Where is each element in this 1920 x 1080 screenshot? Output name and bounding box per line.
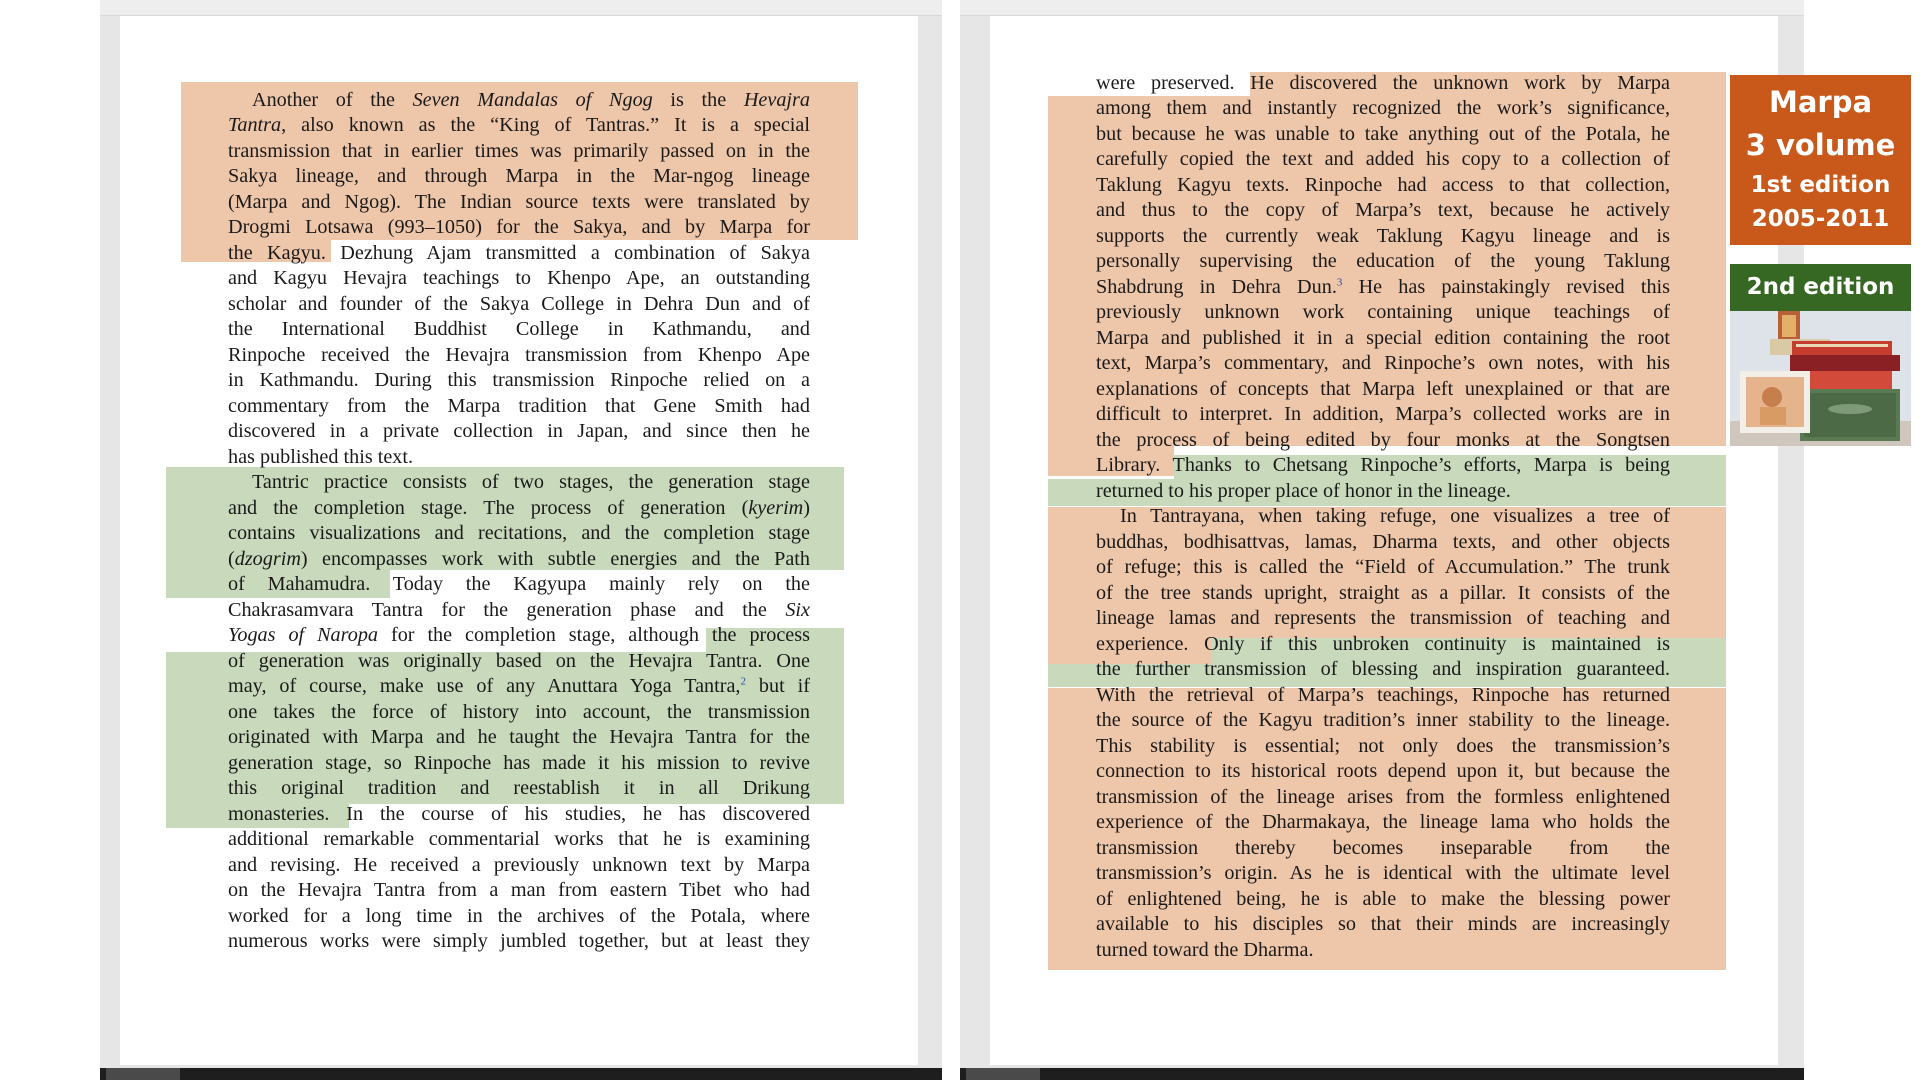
text-line: generation stage, so Rinpoche has made it his mission to revive xyxy=(228,752,810,774)
text-line: Library. Thanks to Chetsang Rinpoche’s efforts, Marpa is being xyxy=(1096,454,1670,476)
text-line: of enlightened being, he is able to make the blessing power xyxy=(1096,888,1670,910)
text-line: Yogas of Naropa for the completion stage, although the process xyxy=(228,624,810,646)
text-line: In Tantrayana, when taking refuge, one visualizes a tree of xyxy=(1120,505,1670,527)
text-line: supports the currently weak Taklung Kagyu lineage and is xyxy=(1096,225,1670,247)
text-line: but because he was unable to take anything out of the Potala, he xyxy=(1096,123,1670,145)
text-line: personally supervising the education of the young Taklung xyxy=(1096,250,1670,272)
text-line: the process of being edited by four monks at the Songtsen xyxy=(1096,429,1670,451)
text-line: Tantra, also known as the “King of Tantras.” It is a special xyxy=(228,114,810,136)
text-line: contains visualizations and recitations, and the completion stage xyxy=(228,522,810,544)
text-line: scholar and founder of the Sakya College in Dehra Dun and of xyxy=(228,293,810,315)
text-line: monasteries. In the course of his studies, he has discovered xyxy=(228,803,810,825)
first-edition-label xyxy=(1730,75,1911,245)
text-line: experience. Only if this unbroken continuity is maintained is xyxy=(1096,633,1670,655)
text-line: additional remarkable commentarial works that he is examining xyxy=(228,828,810,850)
first-edition-years: 2005-2011 xyxy=(1751,206,1890,232)
text-line: the International Buddhist College in Kathmandu, and xyxy=(228,318,810,340)
text-line: of generation was originally based on the Hevajra Tantra. One xyxy=(228,650,810,672)
text-line: discovered in a private collection in Japan, and since then he xyxy=(228,420,810,442)
second-edition-label: 2nd edition xyxy=(1730,264,1911,311)
text-line: the source of the Kagyu tradition’s inner stability to the lineage. xyxy=(1096,709,1670,731)
text-line: this original tradition and reestablish it in all Drikung xyxy=(228,777,810,799)
text-line: may, of course, make use of any Anuttara Yoga Tantra,$^2$ but if xyxy=(228,675,810,697)
text-line: numerous works were simply jumbled together, but at least they xyxy=(228,930,810,952)
text-line: the further transmission of blessing and inspiration guaranteed. xyxy=(1096,658,1670,680)
text-line: transmission of the lineage arises from the formless enlightened xyxy=(1096,786,1670,808)
text-line: Rinpoche received the Hevajra transmission from Khenpo Ape xyxy=(228,344,810,366)
text-line: among them and instantly recognized the work’s significance, xyxy=(1096,97,1670,119)
right-scrollbar-thumb[interactable] xyxy=(966,1068,1040,1080)
left-page-top-edge xyxy=(100,0,942,16)
text-line: text, Marpa’s commentary, and Rinpoche’s own notes, with his xyxy=(1096,352,1670,374)
text-line: the Kagyu. Dezhung Ajam transmitted a combination of Sakya xyxy=(228,242,810,264)
text-line: transmission’s origin. As he is identical with the ultimate level xyxy=(1096,862,1670,884)
text-line: available to his disciples so that their minds are increasingly xyxy=(1096,913,1670,935)
text-line: experience of the Dharmakaya, the lineage lama who holds the xyxy=(1096,811,1670,833)
text-line: of refuge; this is called the “Field of Accumulation.” The trunk xyxy=(1096,556,1670,578)
text-line: transmission thereby becomes inseparable from the xyxy=(1096,837,1670,859)
first-edition-volume: 3 volume xyxy=(1745,128,1896,162)
text-line: Taklung Kagyu texts. Rinpoche had access to that collection, xyxy=(1096,174,1670,196)
text-line: Chakrasamvara Tantra for the generation phase and the Six xyxy=(228,599,810,621)
text-line: explanations of concepts that Marpa left unexplained or that are xyxy=(1096,378,1670,400)
text-line: connection to its historical roots depend upon it, but because the xyxy=(1096,760,1670,782)
text-line: Sakya lineage, and through Marpa in the Mar-ngog lineage xyxy=(228,165,810,187)
text-line: transmission that in earlier times was primarily passed on in the xyxy=(228,140,810,162)
left-scrollbar[interactable] xyxy=(100,1068,942,1080)
text-line: buddhas, bodhisattvas, lamas, Dharma texts, and other objects xyxy=(1096,531,1670,553)
text-line: and thus to the copy of Marpa’s text, because he actively xyxy=(1096,199,1670,221)
text-line: of the tree stands upright, straight as a pillar. It consists of the xyxy=(1096,582,1670,604)
text-line: of Mahamudra. Today the Kagyupa mainly rely on the xyxy=(228,573,810,595)
text-line: has published this text. xyxy=(228,446,414,468)
text-line: Another of the Seven Mandalas of Ngog is the Hevajra xyxy=(252,89,810,111)
text-line: on the Hevajra Tantra from a man from eastern Tibet who had xyxy=(228,879,810,901)
text-line: in Kathmandu. During this transmission Rinpoche relied on a xyxy=(228,369,810,391)
text-line: and revising. He received a previously unknown text by Marpa xyxy=(228,854,810,876)
text-line: lineage lamas and represents the transmission of teaching and xyxy=(1096,607,1670,629)
text-line: commentary from the Marpa tradition that Gene Smith had xyxy=(228,395,810,417)
text-line: With the retrieval of Marpa’s teachings, Rinpoche has returned xyxy=(1096,684,1670,706)
text-line: previously unknown work containing unique teachings of xyxy=(1096,301,1670,323)
text-line: returned to his proper place of honor in the lineage. xyxy=(1096,480,1511,502)
text-line: carefully copied the text and added his copy to a collection of xyxy=(1096,148,1670,170)
second-edition-photo xyxy=(1730,311,1911,446)
text-line: and Kagyu Hevajra teachings to Khenpo Ape, an outstanding xyxy=(228,267,810,289)
text-line: one takes the force of history into account, the transmission xyxy=(228,701,810,723)
text-line: were preserved. He discovered the unknown work by Marpa xyxy=(1096,72,1670,94)
right-page-top-edge xyxy=(960,0,1804,16)
right-scrollbar[interactable] xyxy=(960,1068,1804,1080)
text-line: difficult to interpret. In addition, Marpa’s collected works are in xyxy=(1096,403,1670,425)
text-line: Marpa and published it in a special edition containing the root xyxy=(1096,327,1670,349)
text-line: Shabdrung in Dehra Dun.$^3$ He has painstakingly revised this xyxy=(1096,276,1670,298)
text-line: This stability is essential; not only does the transmission’s xyxy=(1096,735,1670,757)
text-line: turned toward the Dharma. xyxy=(1096,939,1314,961)
text-line: Drogmi Lotsawa (993–1050) for the Sakya, and by Marpa for xyxy=(228,216,810,238)
left-scrollbar-thumb[interactable] xyxy=(106,1068,180,1080)
text-line: worked for a long time in the archives of the Potala, where xyxy=(228,905,810,927)
text-line: Tantric practice consists of two stages, the generation stage xyxy=(252,471,810,493)
first-edition-title: Marpa xyxy=(1768,85,1873,119)
text-line: (Marpa and Ngog). The Indian source texts were translated by xyxy=(228,191,810,213)
text-line: and the completion stage. The process of generation (kyerim) xyxy=(228,497,810,519)
text-line: originated with Marpa and he taught the Hevajra Tantra for the xyxy=(228,726,810,748)
first-edition-edition: 1st edition xyxy=(1750,172,1891,198)
text-line: (dzogrim) encompasses work with subtle energies and the Path xyxy=(228,548,810,570)
